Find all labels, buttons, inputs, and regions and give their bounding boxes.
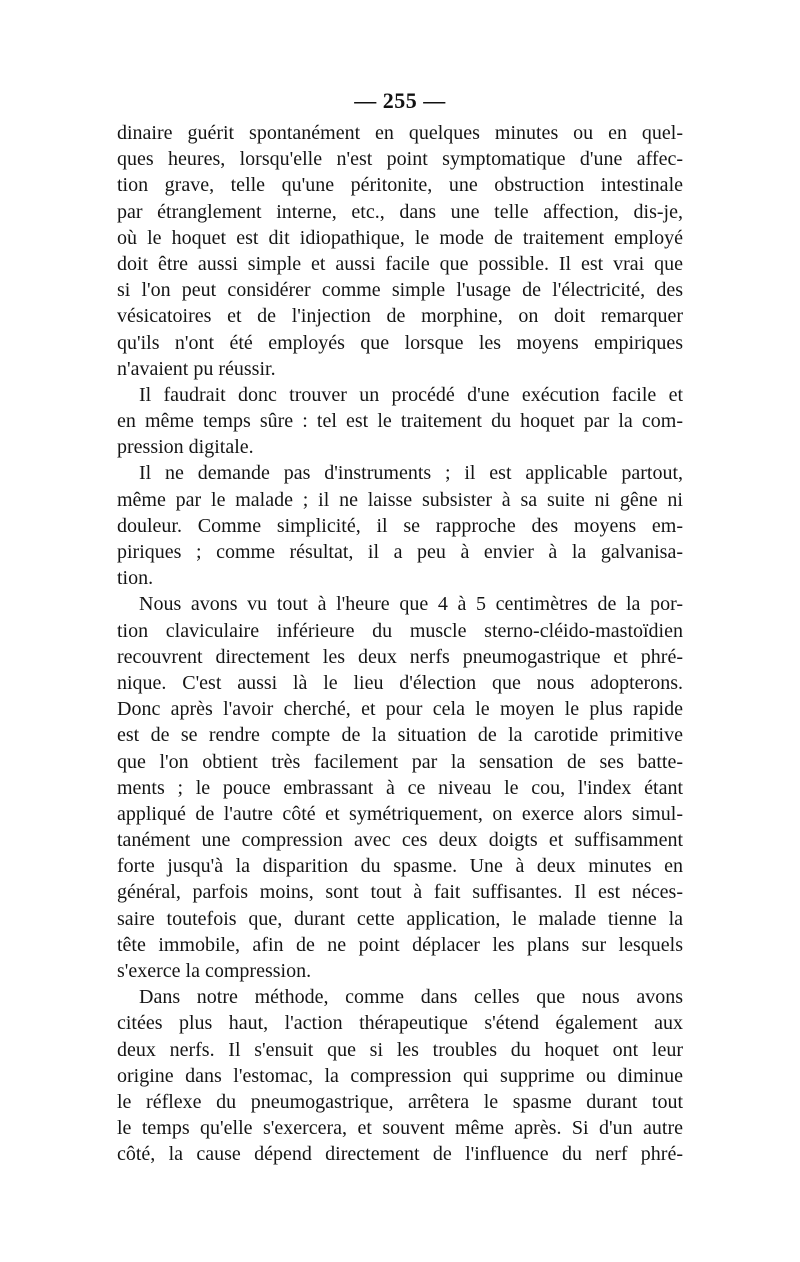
text-line: côté, la cause dépend directement de l'influence du nerf phré- <box>117 1143 683 1166</box>
text-line: douleur. Comme simplicité, il se rapproche des moyens em- <box>117 514 683 537</box>
text-line: n'avaient pu réussir. <box>117 357 276 380</box>
text-line: dinaire guérit spontanément en quelques minutes ou en quel- <box>117 122 683 144</box>
paragraph-2 <box>117 382 683 461</box>
text-line: le temps qu'elle s'exercera, et souvent même après. Si d'un autre <box>117 1117 683 1140</box>
text-line: deux nerfs. Il s'ensuit que si les troubles du hoquet ont leur <box>117 1038 683 1061</box>
text-line: tion. <box>117 567 154 590</box>
text-line: tête immobile, afin de ne point déplacer les plans sur lesquels <box>117 933 683 956</box>
text-line: appliqué de l'autre côté et symétriquement, on exerce alors simul- <box>117 802 683 825</box>
page-number: — 255 — <box>354 88 446 113</box>
paragraph-4 <box>117 591 683 984</box>
text-line: Il ne demande pas d'instruments ; il est applicable partout, <box>139 462 683 485</box>
text-line: saire toutefois que, durant cette application, le malade tienne la <box>117 907 683 930</box>
text-line: vésicatoires et de l'injection de morphine, on doit remarquer <box>117 305 683 328</box>
text-line: le réflexe du pneumogastrique, arrêtera le spasme durant tout <box>117 1090 683 1113</box>
text-line: recouvrent directement les deux nerfs pneumogastrique et phré- <box>117 645 683 668</box>
text-line: forte jusqu'à la disparition du spasme. Une à deux minutes en <box>117 855 683 878</box>
text-line: si l'on peut considérer comme simple l'usage de l'électricité, des <box>117 279 683 302</box>
paragraph-3 <box>117 460 683 591</box>
text-line: piriques ; comme résultat, il a peu à envier à la galvanisa- <box>117 541 683 563</box>
text-line: s'exerce la compression. <box>117 960 312 982</box>
text-line: tion claviculaire inférieure du muscle sterno-cléido-mastoïdien <box>117 619 683 642</box>
paragraph-5 <box>117 984 683 1167</box>
text-line: où le hoquet est dit idiopathique, le mode de traitement employé <box>117 226 683 249</box>
text-line: est de se rendre compte de la situation de la carotide primitive <box>117 724 683 747</box>
text-line: doit être aussi simple et aussi facile que possible. Il est vrai que <box>117 252 683 275</box>
text-line: ments ; le pouce embrassant à ce niveau le cou, l'index étant <box>117 776 683 799</box>
text-line: Dans notre méthode, comme dans celles que nous avons <box>139 986 683 1009</box>
text-line: Donc après l'avoir cherché, et pour cela le moyen le plus rapide <box>117 698 683 721</box>
text-line: tanément une compression avec ces deux doigts et suffisamment <box>117 829 683 852</box>
text-line: origine dans l'estomac, la compression qui supprime ou diminue <box>117 1064 683 1087</box>
text-line: que l'on obtient très facilement par la sensation de ses batte- <box>117 750 683 773</box>
text-line: général, parfois moins, sont tout à fait suffisantes. Il est néces- <box>117 881 683 904</box>
text-line: nique. C'est aussi là le lieu d'élection que nous adopterons. <box>117 671 683 694</box>
text-line: qu'ils n'ont été employés que lorsque les moyens empiriques <box>117 331 683 354</box>
text-line: tion grave, telle qu'une péritonite, une obstruction intestinale <box>117 174 683 197</box>
text-line: même par le malade ; il ne laisse subsister à sa suite ni gêne ni <box>117 488 683 511</box>
text-line: citées plus haut, l'action thérapeutique s'étend également aux <box>117 1012 683 1035</box>
text-line: pression digitale. <box>117 436 254 459</box>
text-line: en même temps sûre : tel est le traitement du hoquet par la com- <box>117 410 683 433</box>
text-line: Nous avons vu tout à l'heure que 4 à 5 centimètres de la por- <box>139 593 683 616</box>
text-line: ques heures, lorsqu'elle n'est point symptomatique d'une affec- <box>117 148 683 171</box>
text-line: Il faudrait donc trouver un procédé d'une exécution facile et <box>139 383 683 406</box>
paragraph-1 <box>117 120 683 382</box>
text-line: par étranglement interne, etc., dans une telle affection, dis-je, <box>117 200 683 223</box>
body-text <box>117 120 683 1168</box>
